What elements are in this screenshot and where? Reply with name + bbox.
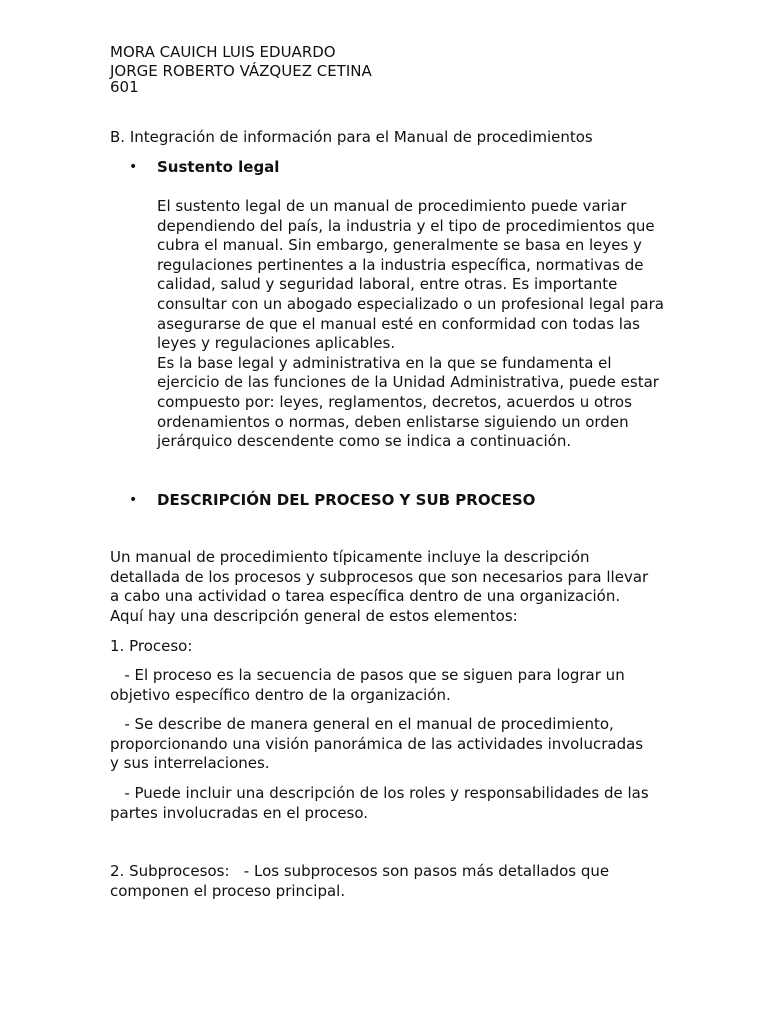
group-number: 601 [110, 78, 139, 96]
bullet-icon: • [129, 492, 138, 508]
author-name-1: MORA CAUICH LUIS EDUARDO [110, 43, 336, 61]
bullet-icon: • [129, 159, 138, 175]
process-item-2: 2. Subprocesos: - Los subprocesos son pasos más detallados que componen el proceso principal. [110, 862, 614, 900]
process-heading: DESCRIPCIÓN DEL PROCESO Y SUB PROCESO [157, 491, 536, 509]
legal-heading: Sustento legal [157, 158, 280, 176]
legal-paragraph-1: El sustento legal de un manual de procedimiento puede variar dependiendo del país, la industria y el tipo de procedimientos que cubra el manual. Sin embargo, generalmente se basa en leyes y regulaciones pertinentes a la industria específica, normativas de calidad, salud y seguridad laboral, entre otras. Es importante consultar con un abogado especializado o un profesional legal para asegurarse de que el manual esté en conformidad con todas las leyes y regulaciones aplicables. [157, 197, 664, 353]
process-intro: Un manual de procedimiento típicamente incluye la descripción detallada de los procesos y subprocesos que son necesarios para llevar a cabo una actividad o tarea específica dentro de una organización. Aquí hay una descripción general de estos elementos: [110, 548, 649, 625]
author-name-2: JORGE ROBERTO VÁZQUEZ CETINA [110, 62, 372, 80]
process-item-1-point-2: - Se describe de manera general en el manual de procedimiento, proporcionando una visión panorámica de las actividades involucradas y sus interrelaciones. [110, 715, 648, 772]
process-item-1-point-3: - Puede incluir una descripción de los roles y responsabilidades de las partes involucradas en el proceso. [110, 784, 654, 822]
legal-text-block [157, 197, 667, 452]
process-item-1-title: 1. Proceso: [110, 637, 193, 655]
legal-paragraph-2: Es la base legal y administrativa en la que se fundamenta el ejercicio de las funciones de la Unidad Administrativa, puede estar compuesto por: leyes, reglamentos, decretos, acuerdos u otros ordenamientos o normas, deben enlistarse siguiendo un orden jerárquico descendente como se indica a continuación. [157, 353, 659, 451]
section-title: B. Integración de información para el Manual de procedimientos [110, 128, 593, 146]
process-item-1-point-1: - El proceso es la secuencia de pasos que se siguen para lograr un objetivo específico dentro de la organización. [110, 666, 630, 704]
